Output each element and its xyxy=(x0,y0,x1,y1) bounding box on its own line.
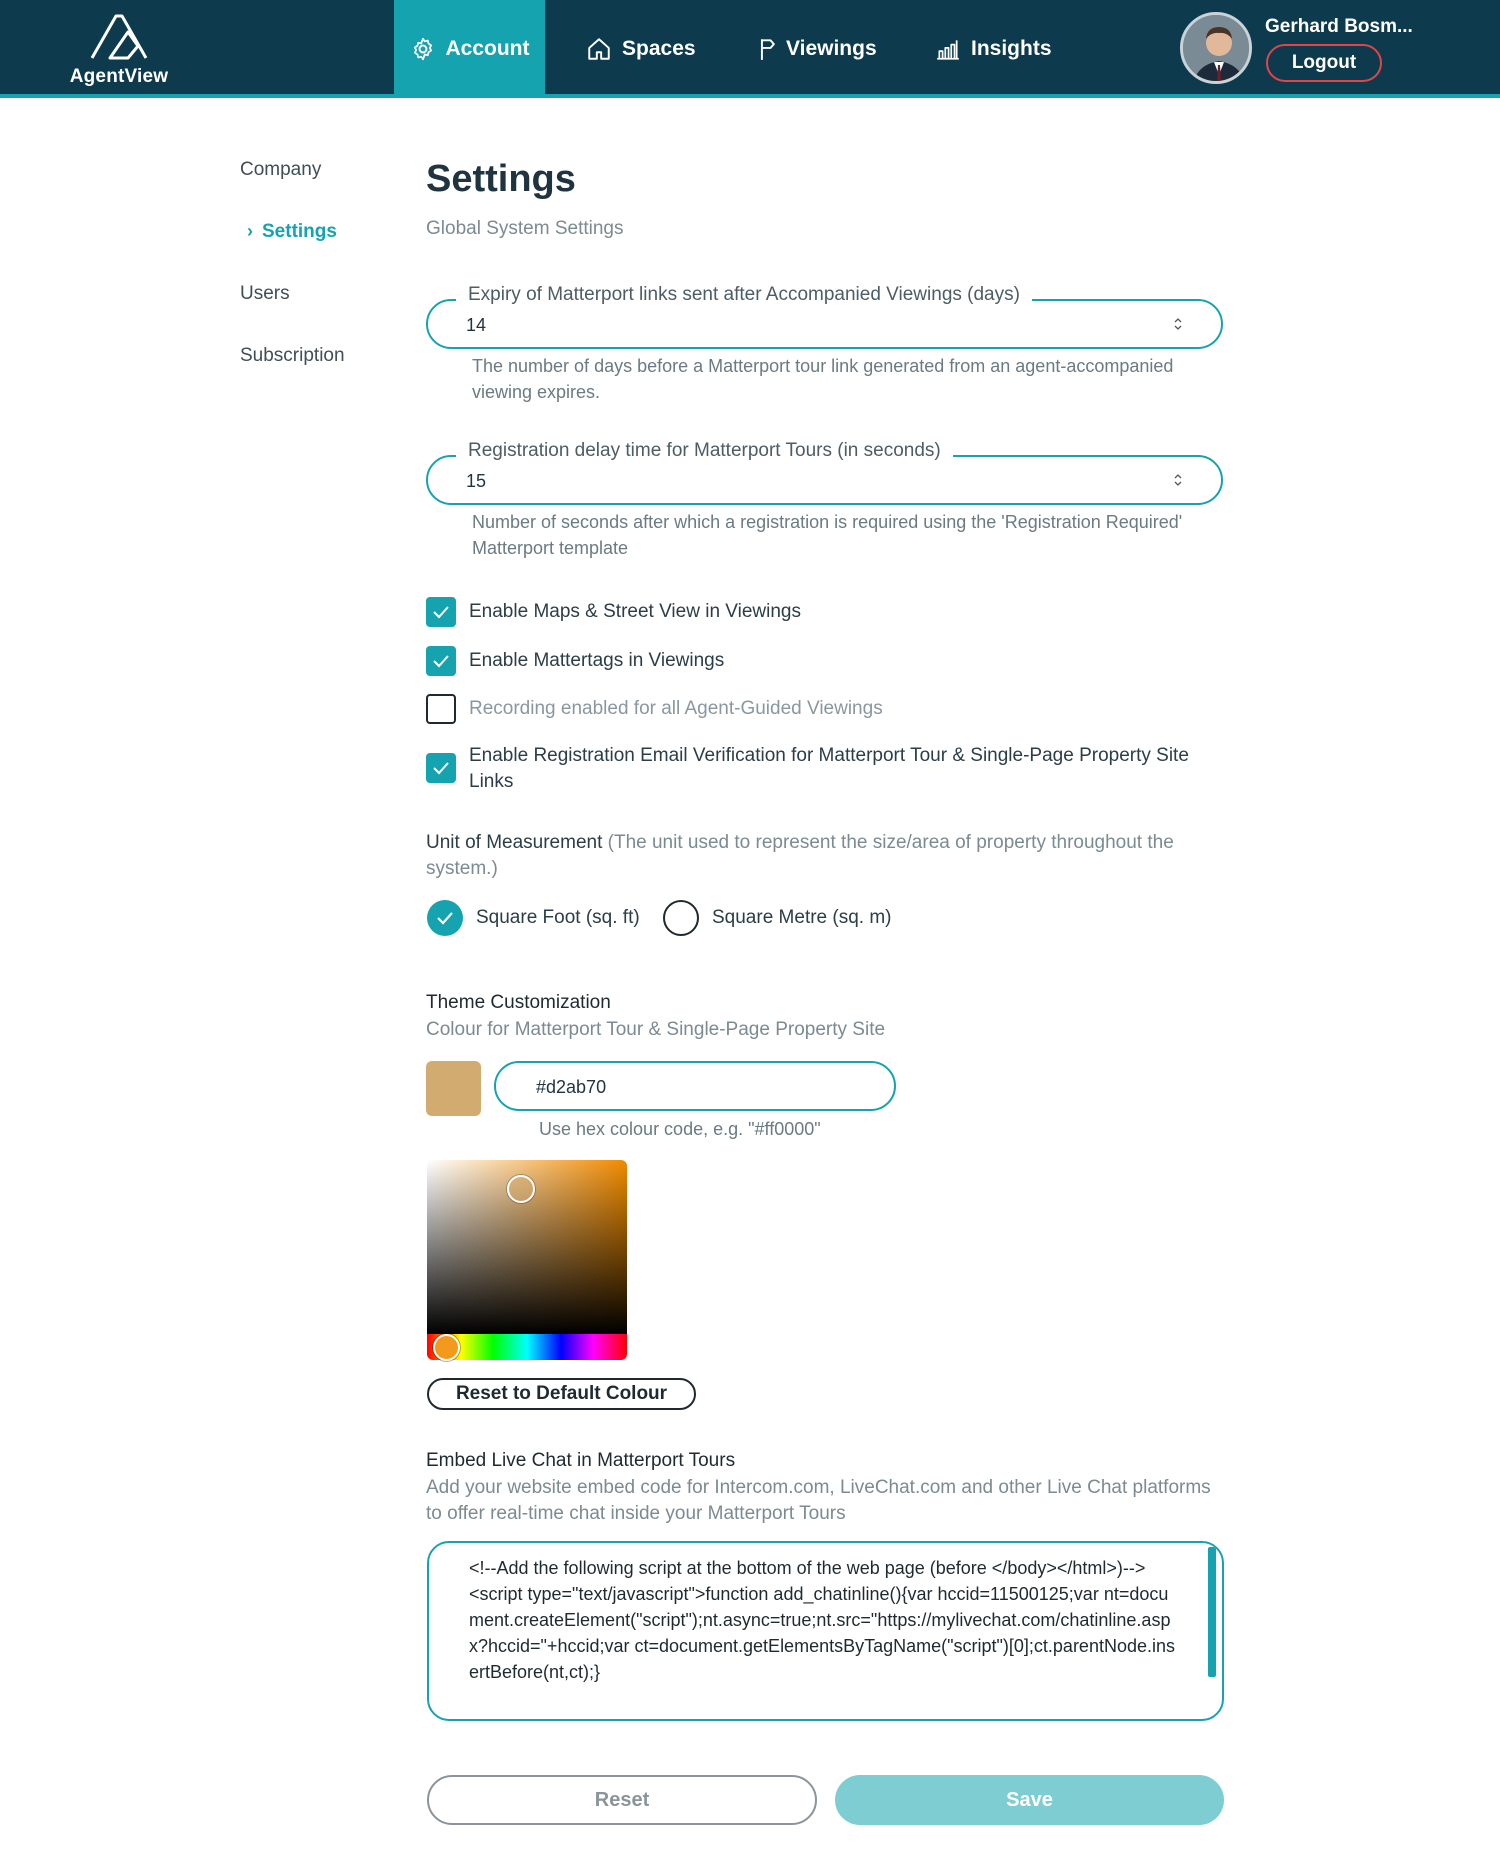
sidebar-item-users[interactable]: Users xyxy=(240,283,290,304)
saturation-handle[interactable] xyxy=(507,1175,535,1203)
avatar[interactable] xyxy=(1180,12,1252,84)
unit-of-measurement-description: (The unit used to represent the size/area of property throughout the system.) xyxy=(426,832,1174,879)
hex-colour-field[interactable] xyxy=(494,1061,896,1111)
recording-checkbox[interactable] xyxy=(426,694,456,724)
expiry-days-input[interactable] xyxy=(466,315,1146,336)
nav-insights[interactable] xyxy=(935,0,1052,98)
registration-delay-field[interactable] xyxy=(426,440,1223,505)
square-metre-label: Square Metre (sq. m) xyxy=(712,907,892,928)
checkbox-row-email-verification[interactable] xyxy=(426,741,1226,795)
save-button[interactable]: Save xyxy=(835,1775,1224,1825)
live-chat-title: Embed Live Chat in Matterport Tours xyxy=(426,1450,736,1471)
number-stepper-icon[interactable] xyxy=(1173,472,1183,488)
registration-delay-label: Registration delay time for Matterport Tours (in seconds) xyxy=(456,440,953,462)
check-icon xyxy=(436,911,454,925)
live-chat-subtitle: Add your website embed code for Intercom.com, LiveChat.com and other Live Chat platforms to offer real-time chat inside your Matterport Tours xyxy=(426,1477,1211,1524)
theme-customization-subtitle: Colour for Matterport Tour & Single-Page Property Site xyxy=(426,1019,886,1040)
reset-button[interactable]: Reset xyxy=(427,1775,817,1825)
hue-slider-handle[interactable] xyxy=(433,1334,460,1361)
email-verification-checkbox[interactable] xyxy=(426,753,456,783)
embed-scrollbar[interactable] xyxy=(1208,1547,1216,1677)
live-chat-embed-textarea[interactable] xyxy=(427,1541,1224,1721)
hex-colour-input[interactable] xyxy=(536,1077,856,1098)
expiry-days-label: Expiry of Matterport links sent after Accompanied Viewings (days) xyxy=(456,284,1032,306)
nav-viewings[interactable] xyxy=(750,0,877,98)
reset-default-colour-button[interactable]: Reset to Default Colour xyxy=(427,1378,696,1410)
sidebar-item-settings-label: Settings xyxy=(262,221,337,242)
unit-of-measurement-title: Unit of Measurement xyxy=(426,832,603,853)
theme-customization-title: Theme Customization xyxy=(426,992,611,1013)
agentview-logo-icon xyxy=(88,12,150,62)
hex-colour-helper: Use hex colour code, e.g. "#ff0000" xyxy=(539,1119,821,1139)
sidebar-item-subscription[interactable]: Subscription xyxy=(240,345,345,366)
app-logo[interactable] xyxy=(64,12,174,86)
sidebar-item-company[interactable]: Company xyxy=(240,159,322,180)
unit-of-measurement-label xyxy=(426,830,1226,882)
logout-button[interactable]: Logout xyxy=(1266,44,1382,82)
registration-delay-input[interactable] xyxy=(466,471,1146,492)
signpost-icon xyxy=(750,36,776,62)
nav-viewings-label: Viewings xyxy=(786,37,877,60)
nav-account[interactable] xyxy=(394,0,545,98)
sidebar-item-settings[interactable] xyxy=(247,221,337,243)
gear-icon xyxy=(410,36,436,62)
number-stepper-icon[interactable] xyxy=(1173,316,1183,332)
nav-insights-label: Insights xyxy=(971,37,1052,60)
square-foot-label: Square Foot (sq. ft) xyxy=(476,907,640,928)
top-navigation-bar xyxy=(0,0,1500,98)
user-photo xyxy=(1183,15,1252,84)
live-chat-embed-code[interactable]: <!--Add the following script at the bottom of the web page (before </body></html>)--> <script type="text/javascript">function add_chatinline(){var hccid=11500125;var nt=document.createElement("script");nt.async=true;nt.src="https://mylivechat.com/chatinline.aspx?hccid="+hccid;var ct=document.getElementsByTagName("script")[0];ct.parentNode.insertBefore(nt,ct);} xyxy=(469,1558,1175,1682)
check-icon xyxy=(432,654,450,668)
recording-label: Recording enabled for all Agent-Guided Viewings xyxy=(469,698,883,719)
check-icon xyxy=(432,761,450,775)
checkbox-row-maps[interactable] xyxy=(426,597,801,627)
maps-street-view-checkbox[interactable] xyxy=(426,597,456,627)
expiry-days-helper: The number of days before a Matterport tour link generated from an agent-accompanied viewing expires. xyxy=(472,356,1174,402)
nav-spaces-label: Spaces xyxy=(622,37,696,60)
home-icon xyxy=(586,36,612,62)
bar-chart-icon xyxy=(935,36,961,62)
square-metre-radio[interactable] xyxy=(663,900,699,936)
radio-square-metre[interactable] xyxy=(663,900,892,936)
mattertags-checkbox[interactable] xyxy=(426,646,456,676)
checkbox-row-mattertags[interactable] xyxy=(426,646,724,676)
user-name: Gerhard Bosm... xyxy=(1265,16,1413,37)
maps-street-view-label: Enable Maps & Street View in Viewings xyxy=(469,601,801,622)
expiry-days-field[interactable] xyxy=(426,284,1223,349)
nav-spaces[interactable] xyxy=(586,0,696,98)
nav-account-label: Account xyxy=(445,37,530,60)
mattertags-label: Enable Mattertags in Viewings xyxy=(469,650,725,671)
chevron-right-icon: › xyxy=(247,221,253,241)
page-title: Settings xyxy=(426,158,576,200)
colour-swatch[interactable] xyxy=(426,1061,481,1116)
colour-picker[interactable] xyxy=(427,1160,627,1360)
page-subtitle: Global System Settings xyxy=(426,218,624,239)
email-verification-label: Enable Registration Email Verification for Matterport Tour & Single-Page Property Site Links xyxy=(469,745,1189,792)
checkbox-row-recording[interactable] xyxy=(426,694,883,724)
square-foot-radio[interactable] xyxy=(427,900,463,936)
radio-square-foot[interactable] xyxy=(427,900,640,936)
registration-delay-helper: Number of seconds after which a registration is required using the 'Registration Required' Matterport template xyxy=(472,512,1183,558)
check-icon xyxy=(432,605,450,619)
app-name: AgentView xyxy=(69,66,169,87)
